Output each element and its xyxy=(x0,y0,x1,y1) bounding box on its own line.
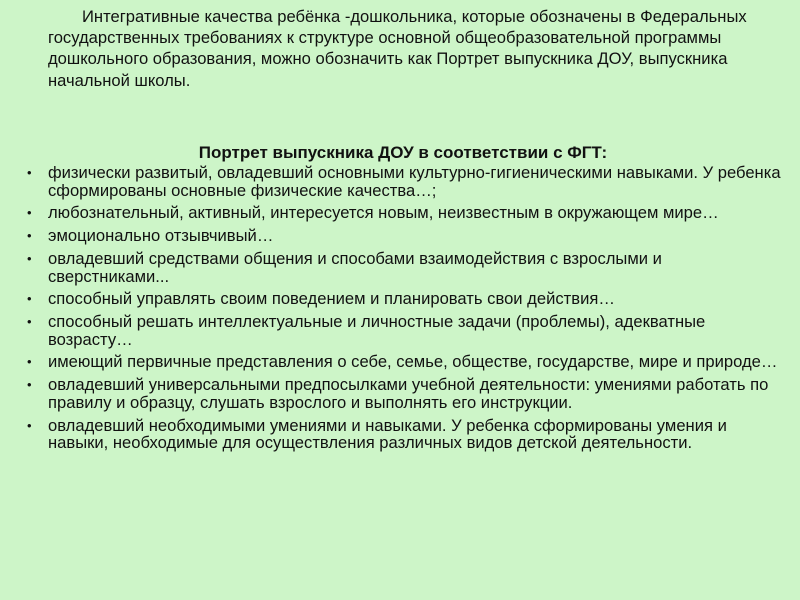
bullet-icon: • xyxy=(27,314,32,330)
list-item xyxy=(26,204,786,222)
list-item xyxy=(26,353,786,371)
list-item-text: способный управлять своим поведением и планировать свои действия… xyxy=(48,289,615,309)
qualities-list xyxy=(26,164,786,457)
section-heading-text: Портрет выпускника ДОУ в соответствии с ФГТ: xyxy=(198,143,608,162)
list-item-text: овладевший необходимыми умениями и навыками. У ребенка сформированы умения и навыки, необходимые для осуществления различных видов детской деятельности. xyxy=(48,415,727,453)
list-item xyxy=(26,290,786,308)
bullet-icon: • xyxy=(27,205,32,221)
list-item xyxy=(26,313,786,348)
bullet-icon: • xyxy=(27,291,32,307)
bullet-icon: • xyxy=(27,165,32,180)
bullet-icon: • xyxy=(27,354,32,370)
list-item-text: физически развитый, овладевший основными культурно-гигиеническими навыками. У ребенка сформированы основные физические качества…; xyxy=(48,163,781,200)
list-item-text: овладевший средствами общения и способами взаимодействия с взрослыми и сверстниками... xyxy=(48,248,662,286)
list-item-text: овладевший универсальными предпосылками учебной деятельности: умениями работать по правилу и образцу, слушать взрослого и выполнять его инструкции. xyxy=(48,375,769,412)
bullet-icon: • xyxy=(27,250,32,266)
list-item xyxy=(26,164,786,199)
intro-paragraph xyxy=(48,6,788,91)
list-item xyxy=(26,250,786,285)
list-item xyxy=(26,376,786,411)
list-item-text: способный решать интеллектуальные и личностные задачи (проблемы), адекватные возрасту… xyxy=(48,312,706,349)
bullet-icon: • xyxy=(27,377,32,393)
section-heading xyxy=(0,143,800,163)
list-item-text: имеющий первичные представления о себе, семье, обществе, государстве, мире и природе… xyxy=(48,352,778,372)
list-item-text: эмоционально отзывчивый… xyxy=(48,226,274,246)
list-item xyxy=(26,227,786,245)
list-item xyxy=(26,417,786,452)
intro-text: Интегративные качества ребёнка -дошкольника, которые обозначены в Федеральных государственных требованиях к структуре основной общеобразовательной программы дошкольного образования, можно обозначить как Портрет выпускника ДОУ, выпускника начальной школы. xyxy=(48,7,747,90)
bullet-icon: • xyxy=(27,228,32,244)
bullet-icon: • xyxy=(27,417,32,433)
list-item-text: любознательный, активный, интересуется новым, неизвестным в окружающем мире… xyxy=(48,203,719,223)
